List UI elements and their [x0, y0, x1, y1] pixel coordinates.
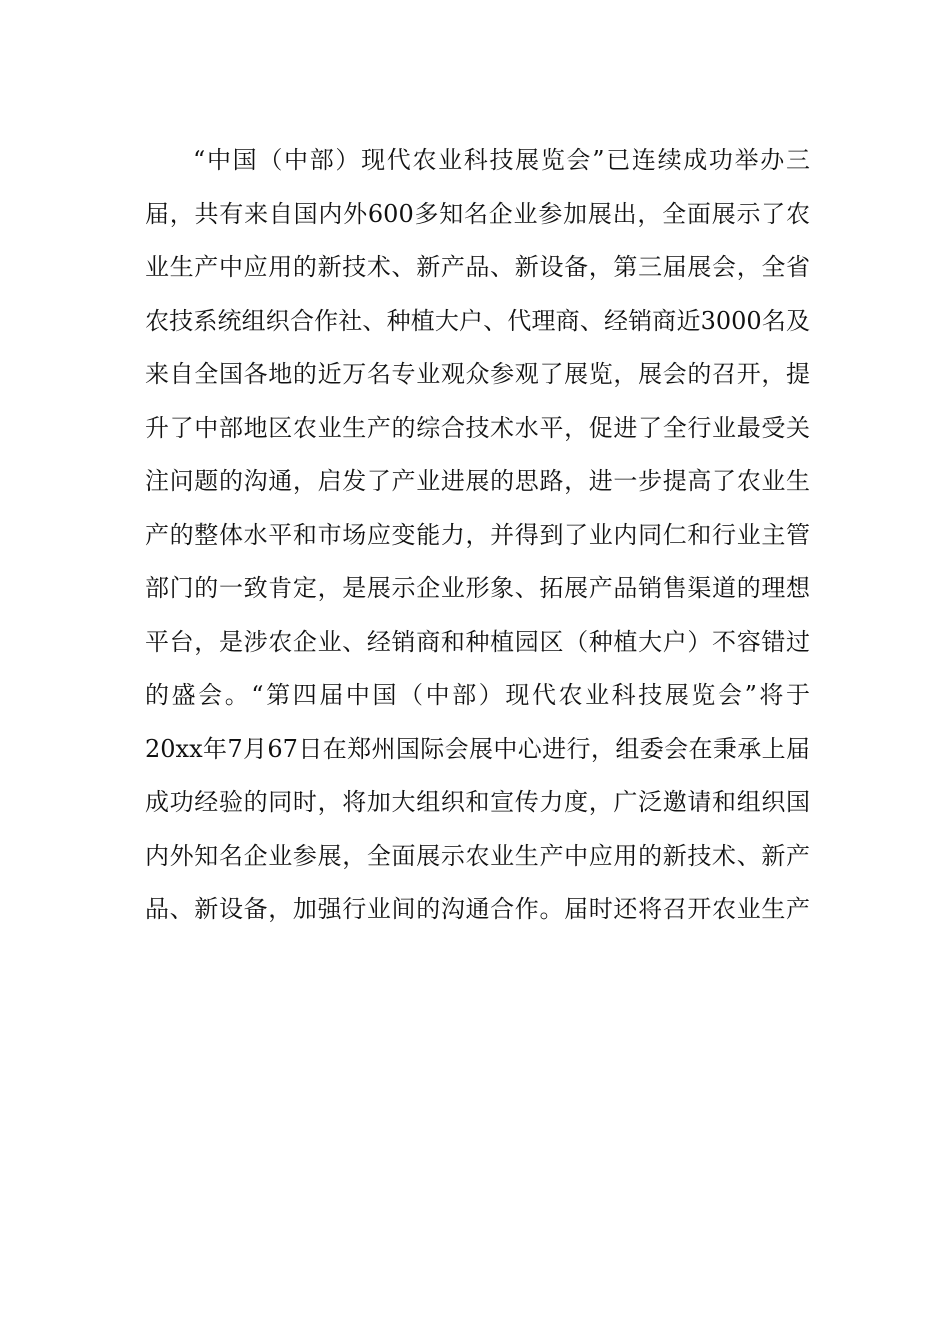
paragraph-line: 升了中部地区农业生产的综合技术水平，促进了全行业最受关 [145, 413, 810, 442]
paragraph-line: 产的整体水平和市场应变能力，并得到了业内同仁和行业主管 [145, 520, 810, 549]
paragraph-line: 农技系统组织合作社、种植大户、代理商、经销商近3000名及 [145, 306, 810, 335]
paragraph-line: 成功经验的同时，将加大组织和宣传力度，广泛邀请和组织国 [145, 788, 810, 816]
paragraph-line: 内外知名企业参展，全面展示农业生产中应用的新技术、新产 [145, 841, 810, 870]
paragraph-line: 平台，是涉农企业、经销商和种植园区（种植大户）不容错过 [145, 627, 810, 656]
paragraph-line: 的盛会。“第四届中国（中部）现代农业科技展览会”将于 [145, 681, 810, 709]
paragraph-line: 届，共有来自国内外600多知名企业参加展出，全面展示了农 [145, 199, 810, 228]
paragraph-line: 来自全国各地的近万名专业观众参观了展览，展会的召开，提 [145, 360, 810, 388]
body-paragraph [145, 134, 810, 937]
paragraph-line: 品、新设备，加强行业间的沟通合作。届时还将召开农业生产 [145, 895, 810, 923]
paragraph-line: 注问题的沟通，启发了产业进展的思路，进一步提高了农业生 [145, 467, 810, 495]
paragraph-line: “中国（中部）现代农业科技展览会”已连续成功举办三 [193, 146, 810, 174]
paragraph-line: 部门的一致肯定，是展示企业形象、拓展产品销售渠道的理想 [145, 574, 810, 602]
paragraph-line: 业生产中应用的新技术、新产品、新设备，第三届展会，全省 [145, 253, 810, 281]
paragraph-line: 20xx年7月67日在郑州国际会展中心进行，组委会在秉承上届 [145, 734, 810, 763]
